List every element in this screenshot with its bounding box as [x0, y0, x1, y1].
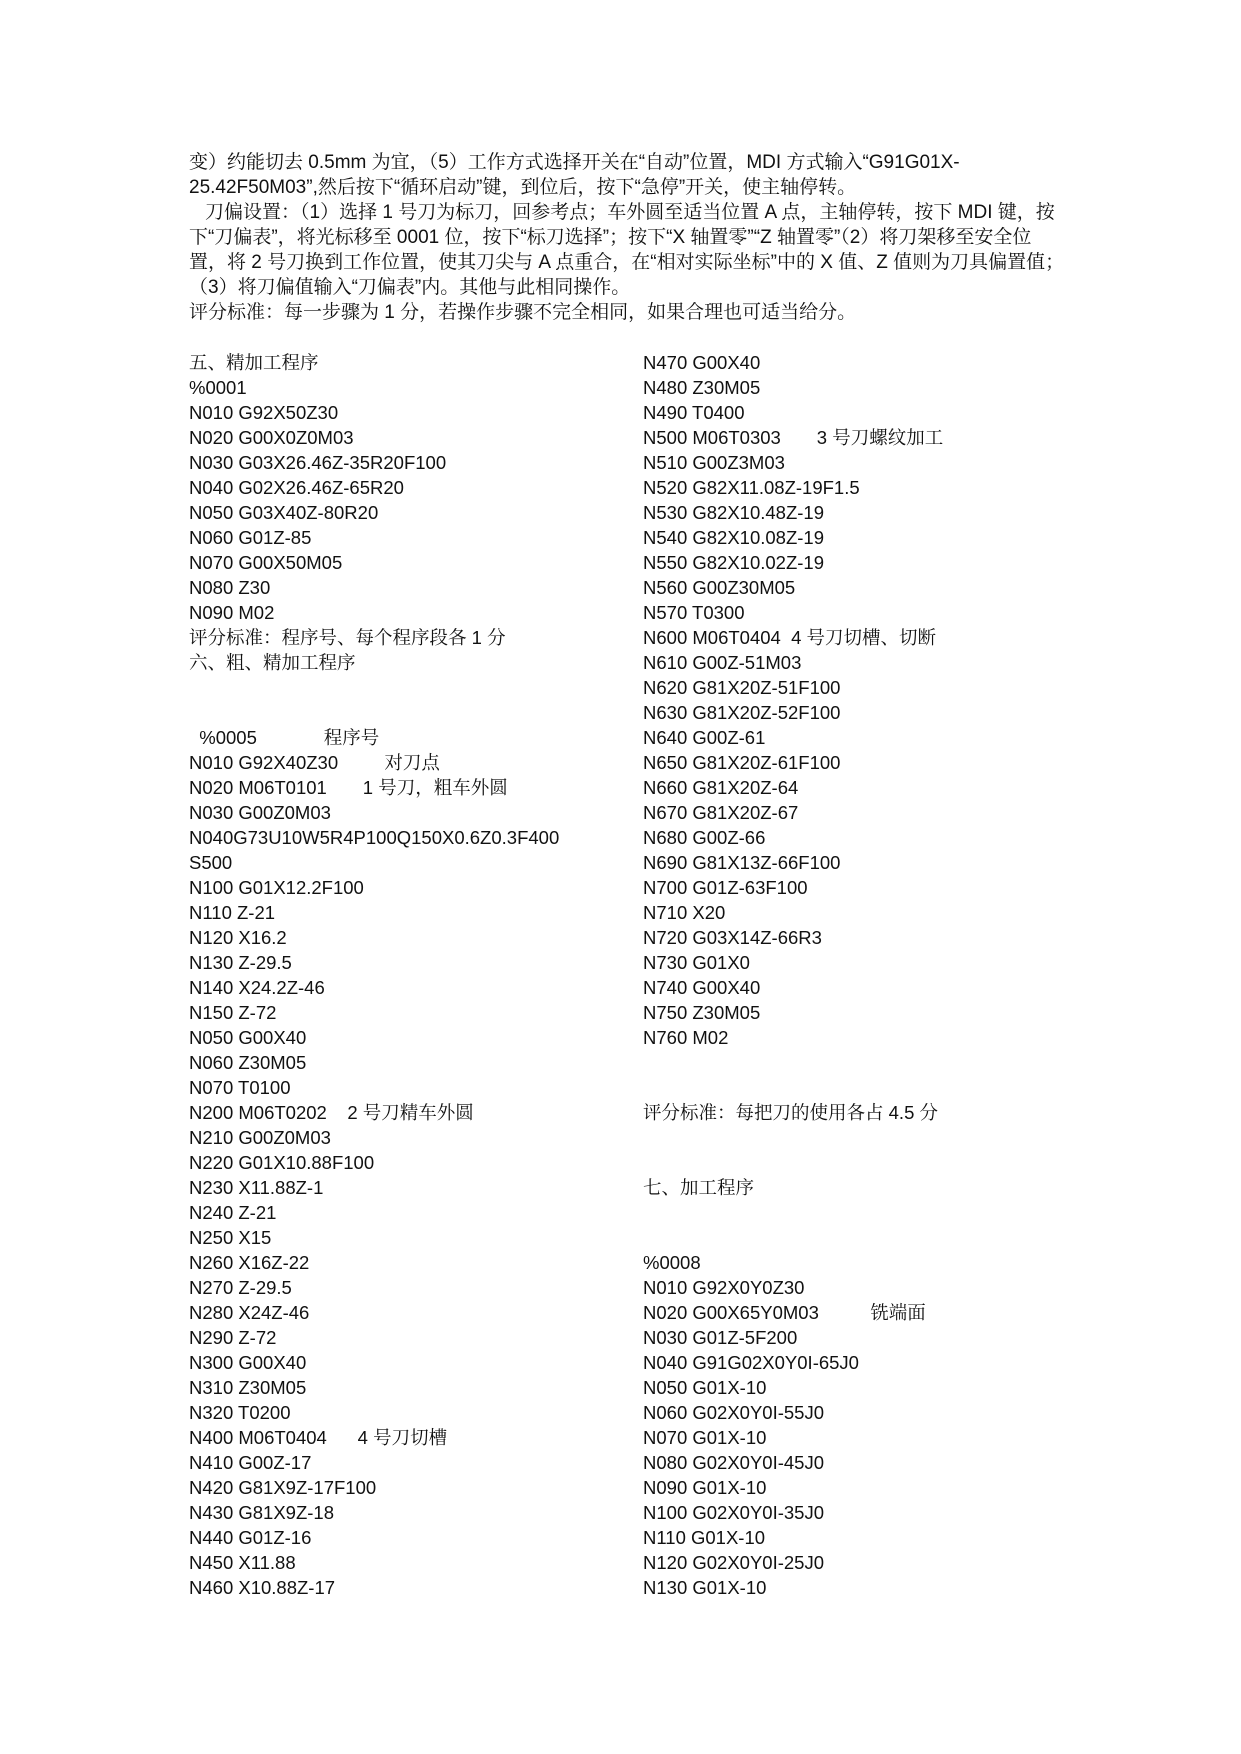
program-line: N760 M02 — [643, 1027, 729, 1048]
program-line: %0005 程序号 — [189, 727, 380, 748]
program-line: N550 G82X10.02Z-19 — [643, 552, 825, 573]
program-line: N150 Z-72 — [189, 1002, 277, 1023]
program-line: 评分标准：每把刀的使用各占 4.5 分 — [643, 1102, 938, 1123]
program-line: N020 M06T0101 1 号刀，粗车外圆 — [189, 777, 508, 798]
program-line — [643, 1075, 1163, 1100]
program-line: N240 Z-21 — [189, 1202, 277, 1223]
program-line: N730 G01X0 — [643, 952, 750, 973]
program-line: N050 G01X-10 — [643, 1377, 767, 1398]
program-line: N090 M02 — [189, 602, 275, 623]
program-line: N030 G01Z-5F200 — [643, 1327, 798, 1348]
program-line: N100 G01X12.2F100 — [189, 877, 364, 898]
program-line: N440 G01Z-16 — [189, 1527, 312, 1548]
program-line: N210 G00Z0M03 — [189, 1127, 331, 1148]
right-column — [643, 350, 1163, 1600]
program-line: N710 X20 — [643, 902, 726, 923]
program-line: N080 Z30 — [189, 577, 271, 598]
intro-paragraph-1: 变）约能切去 0.5mm 为宜，（5）工作方式选择开关在“自动”位置，MDI 方式输入“G91G01X-25.42F50M03”,然后按下“循环启动”键，到位后，按下“急停”开关，使主轴停转。 — [189, 152, 960, 198]
intro-paragraph-3: 评分标准：每一步骤为 1 分，若操作步骤不完全相同，如果合理也可适当给分。 — [189, 302, 857, 323]
program-line: N140 X24.2Z-46 — [189, 977, 325, 998]
program-line: N120 G02X0Y0I-25J0 — [643, 1552, 825, 1573]
program-line: N110 Z-21 — [189, 902, 276, 923]
program-line: N060 G01Z-85 — [189, 527, 312, 548]
program-line: N560 G00Z30M05 — [643, 577, 796, 598]
program-line: N500 M06T0303 3 号刀螺纹加工 — [643, 427, 944, 448]
program-line: N040 G02X26.46Z-65R20 — [189, 477, 404, 498]
program-line: N110 G01X-10 — [643, 1527, 766, 1548]
program-line: N410 G00Z-17 — [189, 1452, 312, 1473]
program-line: N010 G92X40Z30 对刀点 — [189, 752, 440, 773]
program-line: N630 G81X20Z-52F100 — [643, 702, 841, 723]
program-line: N030 G00Z0M03 — [189, 802, 331, 823]
program-line: N660 G81X20Z-64 — [643, 777, 799, 798]
program-line: N290 Z-72 — [189, 1327, 277, 1348]
program-line: N260 X16Z-22 — [189, 1252, 310, 1273]
program-line: N470 G00X40 — [643, 352, 761, 373]
program-line: %0008 — [643, 1252, 701, 1273]
program-line: N010 G92X50Z30 — [189, 402, 339, 423]
program-line: N690 G81X13Z-66F100 — [643, 852, 841, 873]
program-line: N420 G81X9Z-17F100 — [189, 1477, 377, 1498]
program-line: N070 G00X50M05 — [189, 552, 343, 573]
program-line: N060 G02X0Y0I-55J0 — [643, 1402, 825, 1423]
program-line: N030 G03X26.46Z-35R20F100 — [189, 452, 447, 473]
program-line: N510 G00Z3M03 — [643, 452, 785, 473]
program-line: N040G73U10W5R4P100Q150X0.6Z0.3F400 — [189, 827, 560, 848]
program-line: N640 G00Z-61 — [643, 727, 766, 748]
program-line: N230 X11.88Z-1 — [189, 1177, 324, 1198]
program-line: N080 G02X0Y0I-45J0 — [643, 1452, 825, 1473]
intro-paragraph-2: 刀偏设置：（1）选择 1 号刀为标刀，回参考点；车外圆至适当位置 A 点，主轴停转，按下 MDI 键，按下“刀偏表”，将光标移至 0001 位，按下“标刀选择”；按下“X 轴置零”“Z 轴置零”（2）将刀架移至安全位置，将 2 号刀换到工作位置，使其刀尖与 A 点重合，在“相对实际坐标”中的 X 值、Z 值则为刀具偏置值；（3）将刀偏值输入“刀偏表”内。其他与此相同操作。 — [189, 202, 1065, 298]
program-line: N490 T0400 — [643, 402, 745, 423]
program-line: N010 G92X0Y0Z30 — [643, 1277, 805, 1298]
program-line: N740 G00X40 — [643, 977, 761, 998]
program-line — [189, 675, 629, 700]
program-line: N680 G00Z-66 — [643, 827, 766, 848]
program-line: N060 Z30M05 — [189, 1052, 307, 1073]
left-column — [189, 350, 629, 1600]
program-line: N450 X11.88 — [189, 1552, 296, 1573]
program-line: N250 X15 — [189, 1227, 272, 1248]
program-line: N280 X24Z-46 — [189, 1302, 310, 1323]
program-line: N520 G82X11.08Z-19F1.5 — [643, 477, 860, 498]
program-line — [189, 700, 629, 725]
program-line: 七、加工程序 — [643, 1177, 755, 1198]
program-line: N530 G82X10.48Z-19 — [643, 502, 825, 523]
program-line: N130 Z-29.5 — [189, 952, 292, 973]
program-line — [643, 1225, 1163, 1250]
program-line: 五、精加工程序 — [189, 352, 319, 373]
program-line: N020 G00X0Z0M03 — [189, 427, 354, 448]
program-line: 评分标准：程序号、每个程序段各 1 分 — [189, 627, 506, 648]
program-line: N120 X16.2 — [189, 927, 287, 948]
program-line — [643, 1150, 1163, 1175]
program-line: N270 Z-29.5 — [189, 1277, 292, 1298]
program-line: N570 T0300 — [643, 602, 745, 623]
program-line: N220 G01X10.88F100 — [189, 1152, 375, 1173]
program-line: N700 G01Z-63F100 — [643, 877, 808, 898]
program-line: %0001 — [189, 377, 247, 398]
program-line: N480 Z30M05 — [643, 377, 761, 398]
program-line: N020 G00X65Y0M03 铣端面 — [643, 1302, 926, 1323]
program-line: 六、粗、精加工程序 — [189, 652, 356, 673]
program-line: N460 X10.88Z-17 — [189, 1577, 336, 1598]
program-line: N720 G03X14Z-66R3 — [643, 927, 822, 948]
program-line: N090 G01X-10 — [643, 1477, 767, 1498]
program-line — [643, 1125, 1163, 1150]
program-line: N310 Z30M05 — [189, 1377, 307, 1398]
program-line: N610 G00Z-51M03 — [643, 652, 802, 673]
program-line: N200 M06T0202 2 号刀精车外圆 — [189, 1102, 474, 1123]
program-line: N130 G01X-10 — [643, 1577, 767, 1598]
program-line: N430 G81X9Z-18 — [189, 1502, 335, 1523]
program-line: N620 G81X20Z-51F100 — [643, 677, 841, 698]
program-line: N070 T0100 — [189, 1077, 291, 1098]
program-line: N540 G82X10.08Z-19 — [643, 527, 825, 548]
program-line: N040 G91G02X0Y0I-65J0 — [643, 1352, 859, 1373]
program-line: N320 T0200 — [189, 1402, 291, 1423]
program-line: N070 G01X-10 — [643, 1427, 767, 1448]
program-line: N650 G81X20Z-61F100 — [643, 752, 841, 773]
program-line: N300 G00X40 — [189, 1352, 307, 1373]
program-line: N050 G03X40Z-80R20 — [189, 502, 379, 523]
program-line — [643, 1200, 1163, 1225]
program-line: N100 G02X0Y0I-35J0 — [643, 1502, 825, 1523]
program-line: N670 G81X20Z-67 — [643, 802, 799, 823]
program-line: N050 G00X40 — [189, 1027, 307, 1048]
program-line: S500 — [189, 852, 233, 873]
program-line — [643, 1050, 1163, 1075]
program-line: N600 M06T0404 4 号刀切槽、切断 — [643, 627, 937, 648]
program-line: N400 M06T0404 4 号刀切槽 — [189, 1427, 448, 1448]
program-line: N750 Z30M05 — [643, 1002, 761, 1023]
intro-text — [189, 150, 1069, 325]
